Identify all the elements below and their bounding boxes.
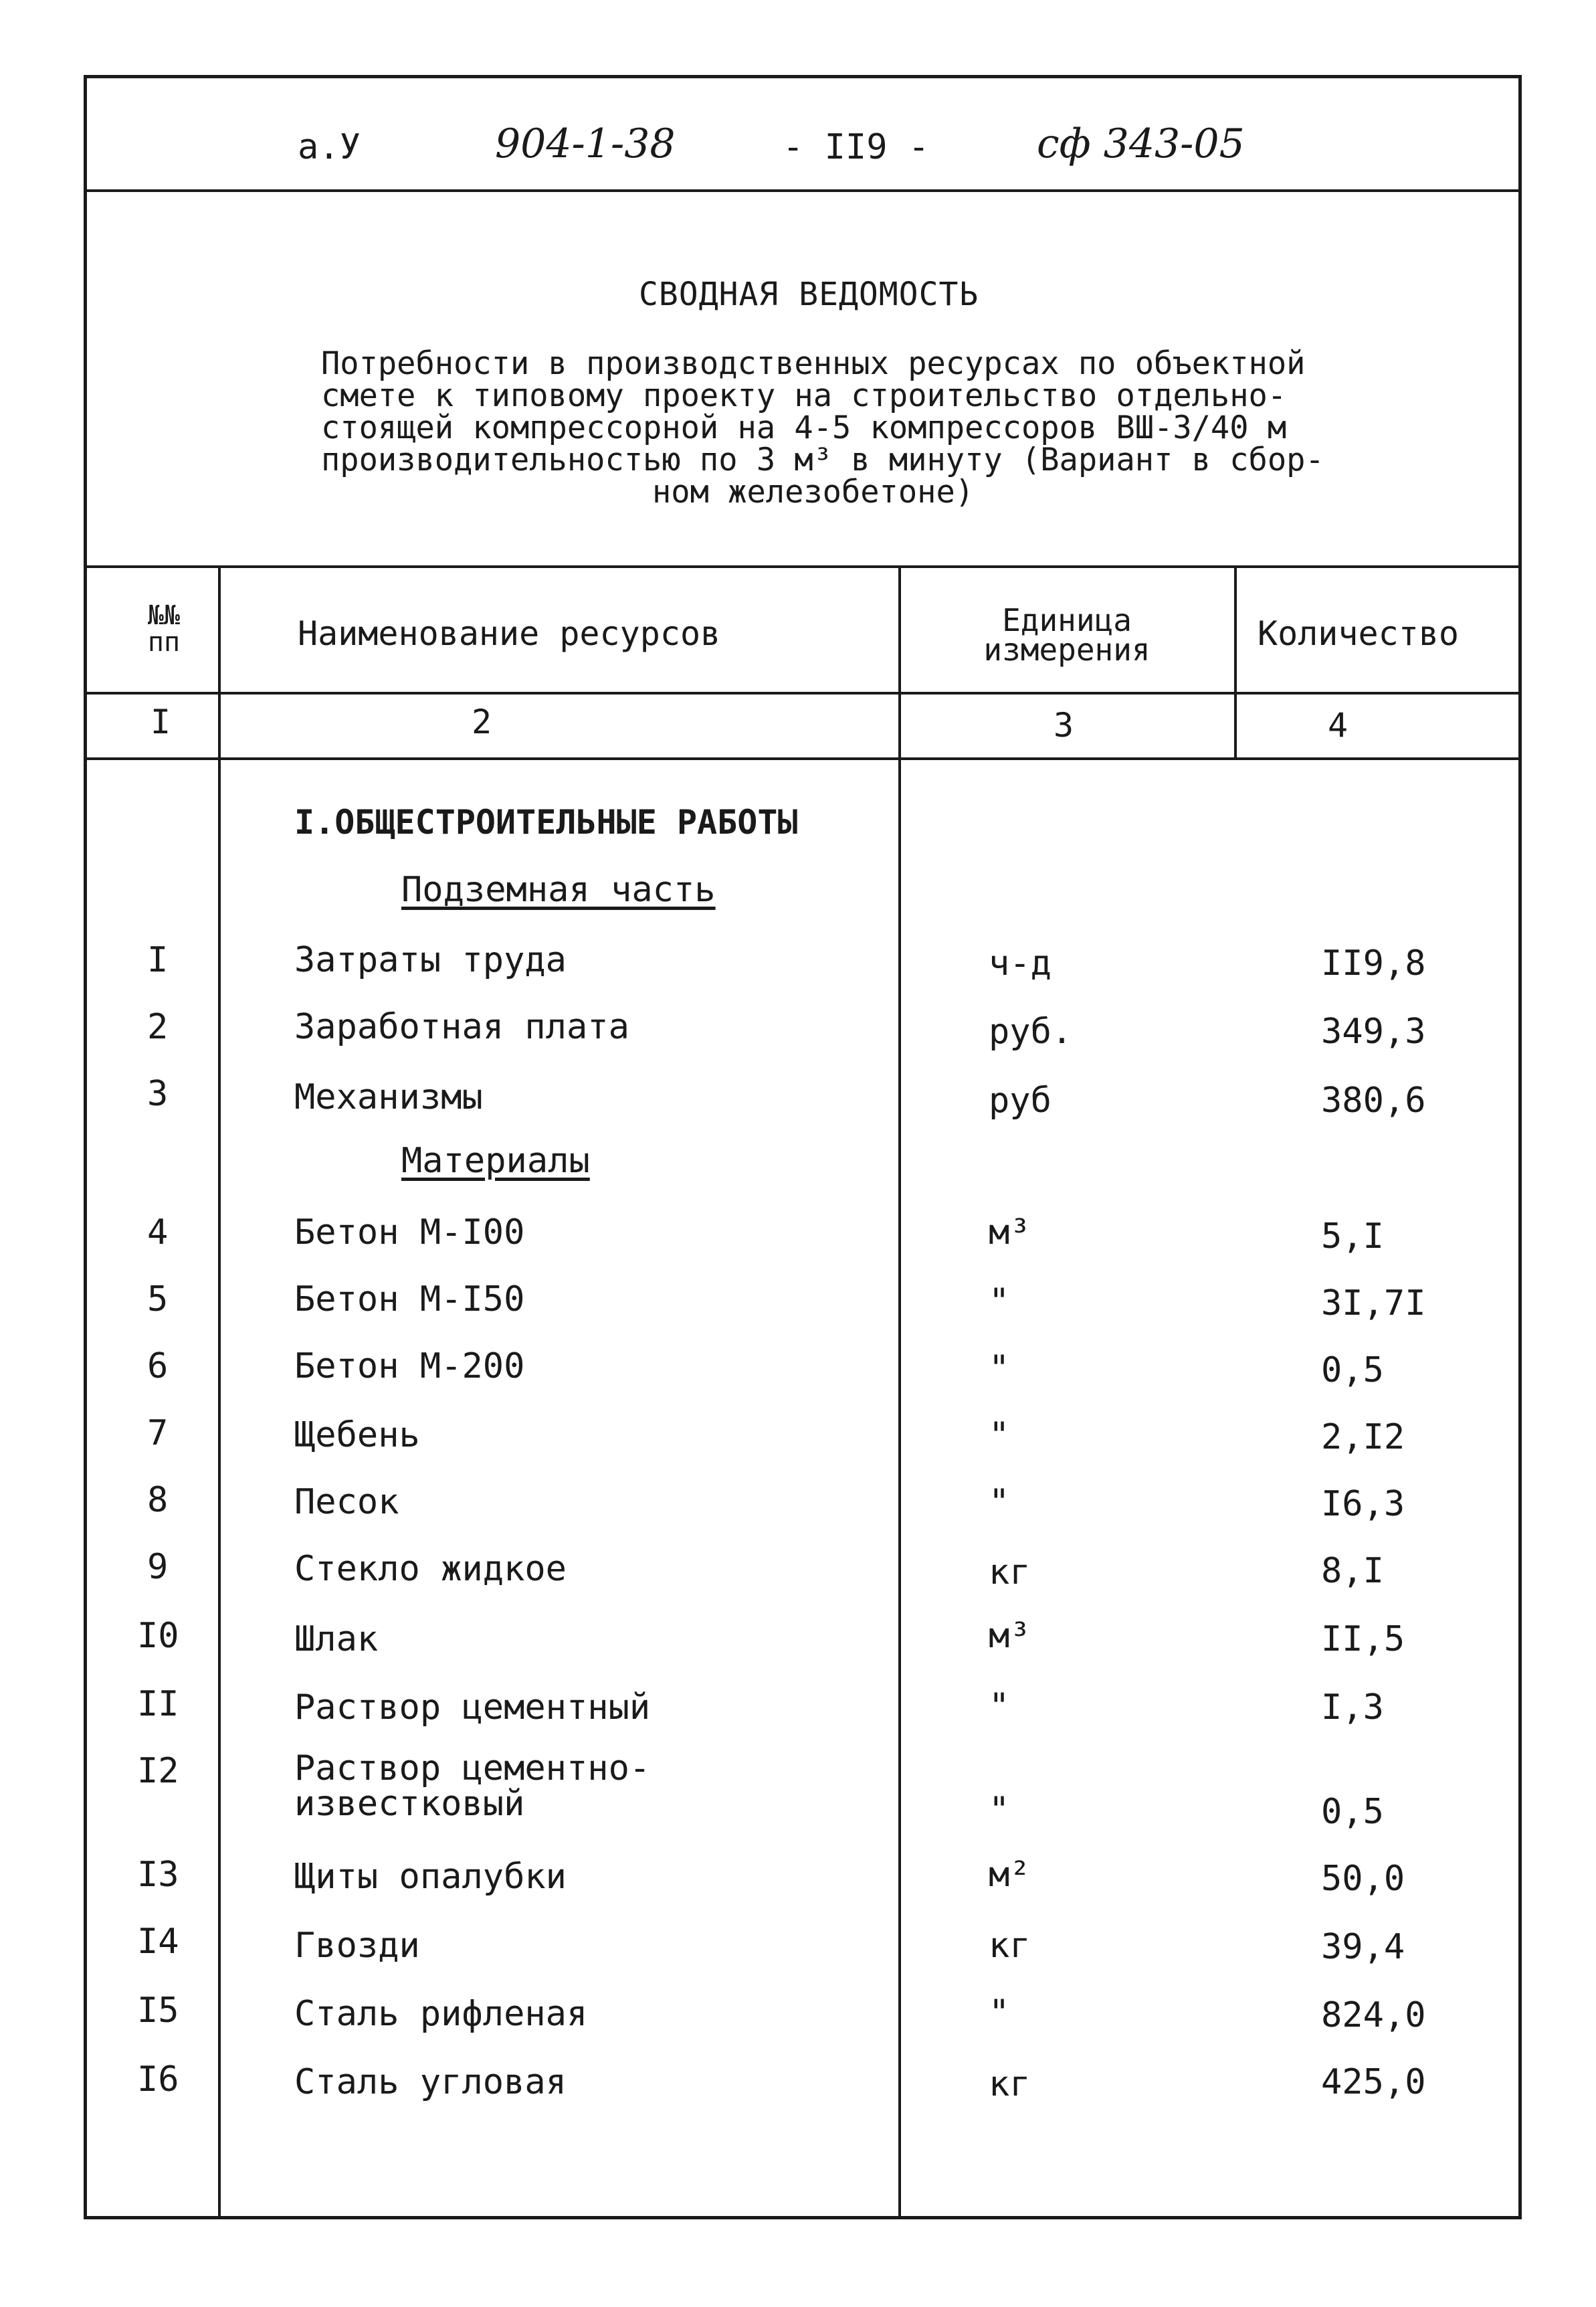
row-unit: ч-д: [989, 943, 1052, 984]
row-name: Заработная плата: [294, 1007, 629, 1047]
row-number: I3: [137, 1855, 179, 1895]
row-name: Раствор цементный: [294, 1687, 651, 1728]
row-quantity: 824,0: [1321, 1995, 1426, 2035]
row-unit: кг: [989, 2064, 1031, 2104]
row-quantity: 349,3: [1321, 1012, 1426, 1052]
row-quantity: 425,0: [1321, 2062, 1426, 2102]
row-name: Гвозди: [294, 1926, 420, 1966]
description-line-5: ном железобетоне): [652, 474, 975, 511]
row-quantity: 0,5: [1321, 1350, 1384, 1390]
row-unit: м³: [989, 1212, 1031, 1253]
row-quantity: 8,I: [1321, 1551, 1384, 1591]
header-unit: Единица измерения: [983, 602, 1151, 668]
row-unit: руб: [989, 1081, 1052, 1121]
row-quantity: 50,0: [1321, 1859, 1405, 1899]
row-quantity: 2,I2: [1321, 1417, 1405, 1457]
table-top-border: [84, 565, 1522, 568]
row-name: Раствор цементно-: [294, 1748, 651, 1788]
row-quantity: 3I,7I: [1321, 1283, 1426, 1323]
header-name: Наименование ресурсов: [298, 614, 721, 653]
reference-code: сф 343-05: [1037, 120, 1245, 167]
description-line-1: Потребности в производственных ресурсах по объектной: [321, 345, 1306, 382]
row-name: Щебень: [294, 1415, 420, 1455]
table-col-divider-3: [1234, 565, 1237, 758]
row-unit: ": [989, 1281, 1010, 1321]
row-name-continued: известковый: [294, 1784, 525, 1824]
row-quantity: II,5: [1321, 1619, 1405, 1659]
subsection-materials: Материалы: [401, 1141, 590, 1181]
header-quantity: Количество: [1258, 614, 1460, 653]
row-unit: ": [989, 1348, 1010, 1388]
colnum-1: I: [150, 703, 171, 741]
row-unit: кг: [989, 1552, 1031, 1592]
table-header-border: [84, 692, 1522, 695]
table-col-divider-1: [218, 565, 221, 2219]
row-number: 6: [147, 1346, 169, 1386]
row-name: Шлак: [294, 1619, 379, 1659]
description-line-3: стоящей компрессорной на 4-5 компрессоров ВШ-3/40 м: [321, 409, 1287, 446]
table-col-divider-2: [898, 565, 901, 2219]
row-name: Бетон М-I00: [294, 1212, 525, 1253]
section-title: I.ОБЩЕСТРОИТЕЛЬНЫЕ РАБОТЫ: [294, 803, 798, 842]
row-unit: ": [989, 1686, 1010, 1726]
row-number: I4: [137, 1922, 179, 1962]
document-title: СВОДНАЯ ВЕДОМОСТЬ: [639, 276, 979, 313]
row-number: 3: [147, 1074, 169, 1114]
row-quantity: I,3: [1321, 1687, 1384, 1728]
row-unit: м²: [989, 1855, 1031, 1895]
subsection-underground: Подземная часть: [401, 870, 716, 910]
row-number: 7: [147, 1413, 169, 1453]
row-name: Песок: [294, 1482, 399, 1522]
row-name: Бетон М-200: [294, 1346, 525, 1386]
header-number: №№ пп: [147, 600, 181, 658]
row-name: Затраты труда: [294, 940, 567, 980]
row-unit: ": [989, 1790, 1010, 1830]
table-colnum-border: [84, 757, 1522, 760]
row-number: II: [137, 1684, 179, 1724]
row-name: Бетон М-I50: [294, 1279, 525, 1319]
colnum-4: 4: [1327, 706, 1349, 745]
colnum-2: 2: [471, 703, 492, 741]
row-quantity: 0,5: [1321, 1792, 1384, 1832]
row-number: 8: [147, 1480, 169, 1520]
row-unit: руб.: [989, 1012, 1073, 1052]
row-number: I5: [137, 1991, 179, 2031]
row-unit: ": [989, 1482, 1010, 1522]
row-unit: ": [989, 1415, 1010, 1455]
row-name: Стекло жидкое: [294, 1549, 567, 1589]
row-number: I2: [137, 1751, 179, 1791]
row-number: 9: [147, 1547, 169, 1587]
row-name: Механизмы: [294, 1077, 483, 1117]
project-code: 904-1-38: [495, 120, 676, 167]
row-number: 2: [147, 1007, 169, 1047]
row-quantity: 380,6: [1321, 1081, 1426, 1121]
row-name: Щиты опалубки: [294, 1857, 567, 1897]
row-quantity: II9,8: [1321, 943, 1426, 984]
row-number: I6: [137, 2059, 179, 2100]
row-quantity: I6,3: [1321, 1484, 1405, 1524]
row-number: I0: [137, 1616, 179, 1656]
row-number: I: [147, 940, 169, 980]
colnum-3: 3: [1053, 706, 1074, 745]
row-unit: ": [989, 1993, 1010, 2033]
header-divider: [84, 189, 1522, 192]
row-number: 5: [147, 1279, 169, 1319]
description-line-2: смете к типовому проекту на строительство отдельно-: [321, 377, 1287, 414]
row-unit: м³: [989, 1616, 1031, 1656]
row-name: Сталь угловая: [294, 2062, 567, 2102]
row-number: 4: [147, 1212, 169, 1253]
row-unit: кг: [989, 1926, 1031, 1966]
page-number: - II9 -: [783, 127, 930, 167]
row-quantity: 39,4: [1321, 1927, 1405, 1967]
row-name: Сталь рифленая: [294, 1994, 588, 2034]
description-line-4: производительностью по 3 м³ в минуту (Вариант в сбор-: [321, 442, 1324, 478]
series-label: а.У: [298, 127, 361, 167]
row-quantity: 5,I: [1321, 1216, 1384, 1257]
